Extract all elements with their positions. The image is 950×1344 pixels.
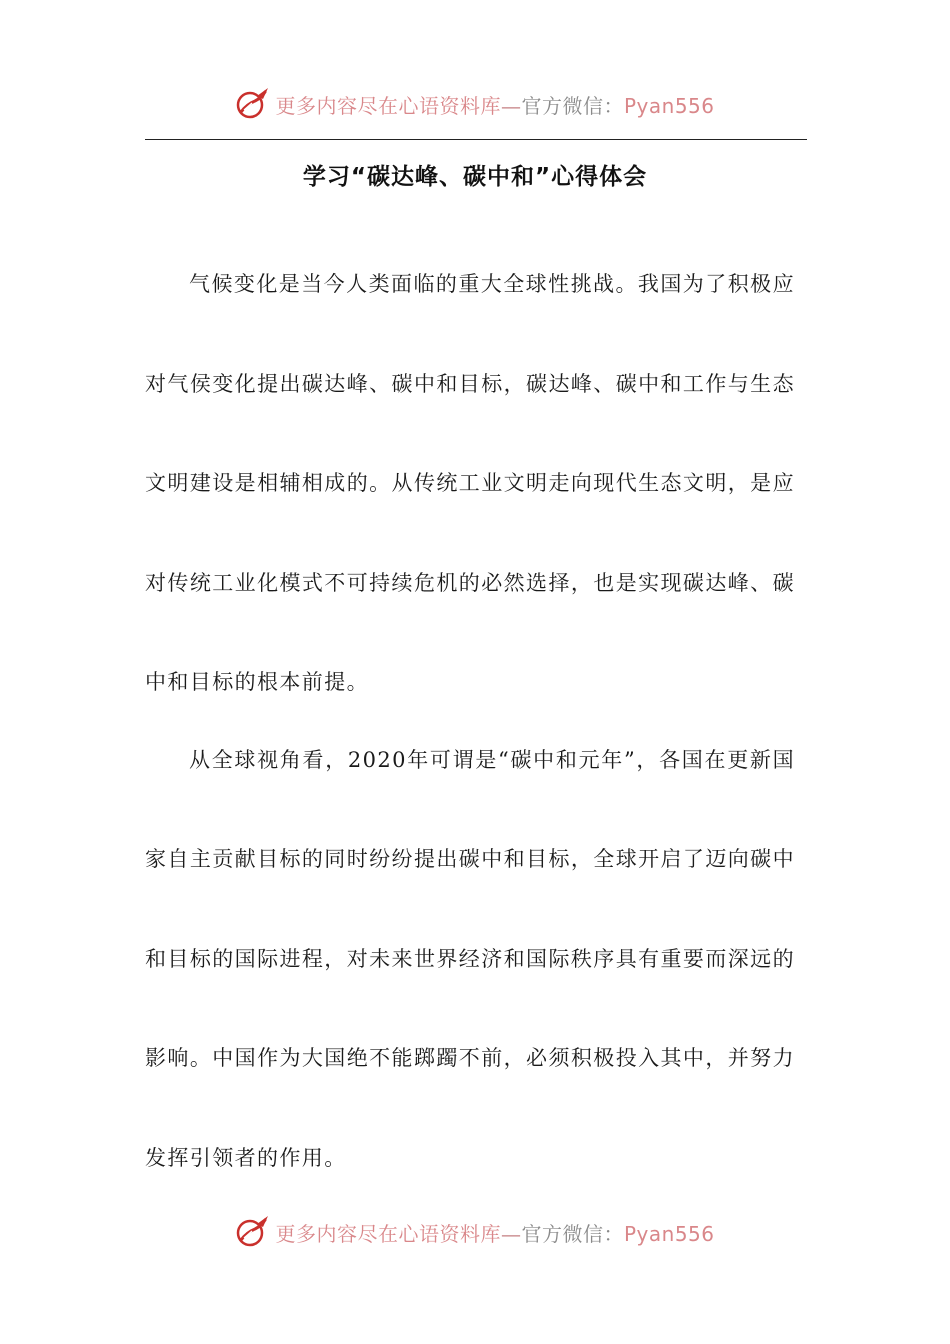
watermark-dash: — xyxy=(500,1221,522,1246)
pen-logo-icon xyxy=(235,86,271,122)
pen-logo-icon xyxy=(235,1214,271,1250)
paragraph: 从全球视角看，2020年可谓是“碳中和元年”，各国在更新国家自主贡献目标的同时纷纷提出碳中和目标，全球开启了迈向碳中和目标的国际进程，对未来世界经济和国际秩序具有重要而深远的影响。中国作为大国绝不能踯躅不前，必须积极投入其中，并努力发挥引领者的作用。 xyxy=(145,747,795,1170)
document-body xyxy=(145,235,795,1208)
header-divider xyxy=(145,139,807,140)
watermark-banner xyxy=(235,1214,714,1250)
watermark-wechat-id: Pyan556 xyxy=(623,93,715,118)
paragraph: 气候变化是当今人类面临的重大全球性挑战。我国为了积极应对气侯变化提出碳达峰、碳中和目标，碳达峰、碳中和工作与生态文明建设是相辅相成的。从传统工业文明走向现代生态文明，是应对传统工业化模式不可持续危机的必然选择，也是实现碳达峰、碳中和目标的根本前提。 xyxy=(145,272,795,694)
page-footer xyxy=(0,1210,950,1254)
document-title: 学习“碳达峰、碳中和”心得体会 xyxy=(302,164,648,190)
watermark-wechat-label: 官方微信： xyxy=(521,1221,624,1246)
watermark-text xyxy=(275,90,714,119)
watermark-text xyxy=(275,1218,714,1247)
page-header xyxy=(0,82,950,126)
watermark-wechat-id: Pyan556 xyxy=(623,1221,715,1246)
watermark-main: 更多内容尽在心语资料库 xyxy=(275,1221,501,1246)
watermark-main: 更多内容尽在心语资料库 xyxy=(275,93,501,118)
watermark-banner xyxy=(235,86,714,122)
watermark-dash: — xyxy=(500,93,522,118)
watermark-wechat-label: 官方微信： xyxy=(521,93,624,118)
